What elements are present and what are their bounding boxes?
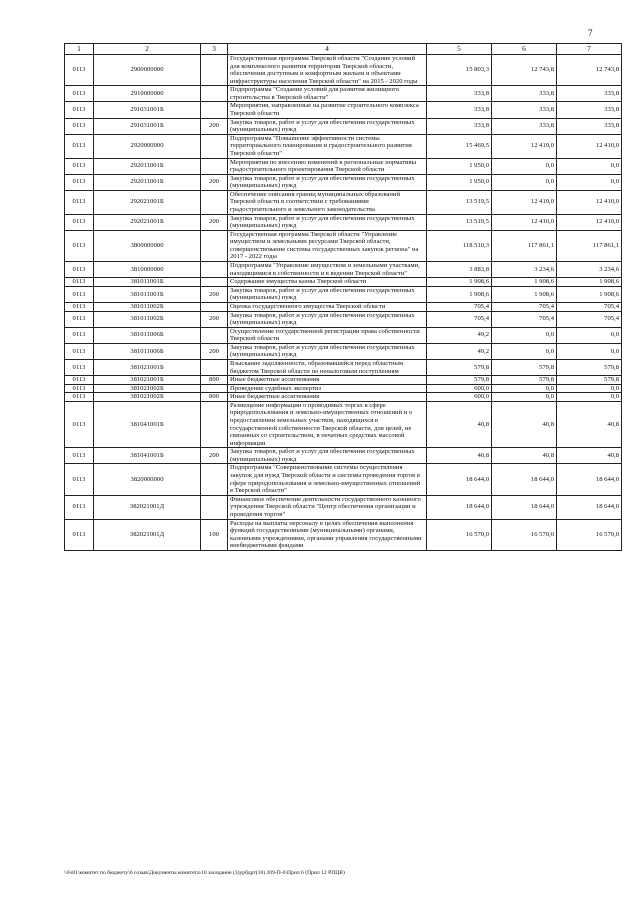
expense-type-cell: 100: [201, 519, 228, 550]
amount-year-1-cell: 1 908,6: [427, 278, 492, 287]
target-article-cell: 292021001Б: [94, 214, 201, 230]
amount-year-1-cell: 1 950,0: [427, 158, 492, 174]
amount-year-2-cell: 12 410,0: [492, 190, 557, 214]
amount-year-2-cell: 579,8: [492, 359, 557, 375]
expense-type-cell: [201, 359, 228, 375]
item-name-cell: Обеспечение описания границ муниципальных образований Тверской области в соответствии с требованиями градостроительного и земельного законодательства: [228, 190, 427, 214]
amount-year-3-cell: 0,0: [557, 174, 622, 190]
section-code-cell: 0113: [65, 519, 94, 550]
expense-type-cell: [201, 190, 228, 214]
table-row: [65, 311, 622, 327]
item-name-cell: Закупка товаров, работ и услуг для обеспечения государственных (муниципальных) нужд: [228, 174, 427, 190]
table-row: [65, 102, 622, 118]
item-name-cell: Закупка товаров, работ и услуг для обеспечения государственных (муниципальных) нужд: [228, 118, 427, 134]
section-code-cell: 0113: [65, 174, 94, 190]
expense-type-cell: 800: [201, 376, 228, 385]
item-name-cell: Размещение информации о проводимых торгах в сфере природопользования и земельно-имущественных отношений и о предоставлении земельных участков, находящихся в государственной собственности Тверской области, для целей, не связанных со строительством, в печатных средствах массовой информации: [228, 401, 427, 447]
item-name-cell: Закупка товаров, работ и услуг для обеспечения государственных (муниципальных) нужд: [228, 343, 427, 359]
table-row: [65, 190, 622, 214]
column-header-5: 5: [427, 44, 492, 55]
section-code-cell: 0113: [65, 448, 94, 464]
item-name-cell: Закупка товаров, работ и услуг для обеспечения государственных (муниципальных) нужд: [228, 286, 427, 302]
table-body: [65, 55, 622, 551]
expense-type-cell: 200: [201, 286, 228, 302]
section-code-cell: 0113: [65, 230, 94, 261]
target-article-cell: 292011001Б: [94, 174, 201, 190]
table-row: [65, 86, 622, 102]
target-article-cell: 381021001Б: [94, 359, 201, 375]
table-header-row: [65, 44, 622, 55]
item-name-cell: Закупка товаров, работ и услуг для обеспечения государственных (муниципальных) нужд: [228, 214, 427, 230]
target-article-cell: 381011006Б: [94, 327, 201, 343]
amount-year-2-cell: 0,0: [492, 393, 557, 402]
table-row: [65, 327, 622, 343]
target-article-cell: 381011001Б: [94, 286, 201, 302]
amount-year-1-cell: 579,8: [427, 359, 492, 375]
section-code-cell: 0113: [65, 278, 94, 287]
table-row: [65, 134, 622, 158]
expense-type-cell: [201, 134, 228, 158]
target-article-cell: 381011002Б: [94, 302, 201, 311]
column-header-4: 4: [228, 44, 427, 55]
expense-type-cell: 200: [201, 311, 228, 327]
amount-year-1-cell: 600,0: [427, 384, 492, 393]
section-code-cell: 0113: [65, 158, 94, 174]
section-code-cell: 0113: [65, 102, 94, 118]
amount-year-1-cell: 13 519,5: [427, 214, 492, 230]
expense-type-cell: [201, 384, 228, 393]
amount-year-1-cell: 40,8: [427, 448, 492, 464]
amount-year-2-cell: 12 410,0: [492, 214, 557, 230]
amount-year-2-cell: 0,0: [492, 158, 557, 174]
table-row: [65, 384, 622, 393]
budget-table: [64, 43, 622, 551]
expense-type-cell: [201, 158, 228, 174]
section-code-cell: 0113: [65, 376, 94, 385]
amount-year-2-cell: 705,4: [492, 311, 557, 327]
item-name-cell: Мероприятия, направленные на развитие строительного комплекса Тверской области: [228, 102, 427, 118]
target-article-cell: 292011001Б: [94, 158, 201, 174]
amount-year-3-cell: 0,0: [557, 343, 622, 359]
target-article-cell: 3800000000: [94, 230, 201, 261]
item-name-cell: Оценка государственного имущества Тверской области: [228, 302, 427, 311]
section-code-cell: 0113: [65, 262, 94, 278]
amount-year-2-cell: 0,0: [492, 327, 557, 343]
amount-year-1-cell: 333,8: [427, 118, 492, 134]
amount-year-2-cell: 0,0: [492, 343, 557, 359]
amount-year-2-cell: 333,8: [492, 102, 557, 118]
amount-year-2-cell: 333,8: [492, 86, 557, 102]
amount-year-1-cell: 18 644,0: [427, 464, 492, 495]
expense-type-cell: 200: [201, 118, 228, 134]
column-header-3: 3: [201, 44, 228, 55]
column-header-7: 7: [557, 44, 622, 55]
target-article-cell: 381011002Б: [94, 311, 201, 327]
amount-year-3-cell: 0,0: [557, 384, 622, 393]
amount-year-3-cell: 40,8: [557, 401, 622, 447]
section-code-cell: 0113: [65, 343, 94, 359]
amount-year-3-cell: 12 410,0: [557, 214, 622, 230]
section-code-cell: 0113: [65, 327, 94, 343]
amount-year-2-cell: 117 861,1: [492, 230, 557, 261]
page-number: 7: [588, 28, 593, 38]
item-name-cell: Государственная программа Тверской области "Создание условий для комплексного развития территории Тверской области, обеспечения доступным и комфортным жильем и объектами инфраструктуры населения Тверской области" на 2015 - 2020 годы: [228, 55, 427, 86]
item-name-cell: Мероприятия по внесению изменений в региональные нормативы градостроительного проектирования Тверской области: [228, 158, 427, 174]
table-row: [65, 158, 622, 174]
amount-year-2-cell: 40,8: [492, 401, 557, 447]
amount-year-2-cell: 1 908,6: [492, 286, 557, 302]
item-name-cell: Подпрограмма "Создание условий для развития жилищного строительства в Тверской области": [228, 86, 427, 102]
expense-type-cell: [201, 86, 228, 102]
target-article-cell: 2920000000: [94, 134, 201, 158]
expense-type-cell: [201, 102, 228, 118]
section-code-cell: 0113: [65, 393, 94, 402]
item-name-cell: Взыскание задолженности, образовавшейся перед областным бюджетом Тверской области по неналоговым поступлениям: [228, 359, 427, 375]
expense-type-cell: 200: [201, 448, 228, 464]
amount-year-2-cell: 333,8: [492, 118, 557, 134]
table-row: [65, 118, 622, 134]
amount-year-1-cell: 3 883,8: [427, 262, 492, 278]
amount-year-1-cell: 600,0: [427, 393, 492, 402]
column-header-6: 6: [492, 44, 557, 55]
amount-year-3-cell: 333,8: [557, 118, 622, 134]
amount-year-3-cell: 1 908,6: [557, 286, 622, 302]
target-article-cell: 381011006Б: [94, 343, 201, 359]
section-code-cell: 0113: [65, 302, 94, 311]
amount-year-3-cell: 0,0: [557, 327, 622, 343]
amount-year-1-cell: 333,8: [427, 86, 492, 102]
amount-year-1-cell: 118 510,3: [427, 230, 492, 261]
amount-year-1-cell: 40,8: [427, 401, 492, 447]
amount-year-3-cell: 333,8: [557, 102, 622, 118]
expense-type-cell: 200: [201, 214, 228, 230]
amount-year-1-cell: 333,8: [427, 102, 492, 118]
table-row: [65, 278, 622, 287]
section-code-cell: 0113: [65, 495, 94, 519]
target-article-cell: 292021001Б: [94, 190, 201, 214]
amount-year-3-cell: 18 644,0: [557, 464, 622, 495]
item-name-cell: Подпрограмма "Управление имуществом и земельными участками, находящимися в собственности и в ведении Тверской области": [228, 262, 427, 278]
target-article-cell: 382021001Д: [94, 519, 201, 550]
amount-year-1-cell: 18 644,0: [427, 495, 492, 519]
amount-year-3-cell: 705,4: [557, 302, 622, 311]
item-name-cell: Государственная программа Тверской области "Управление имуществом и земельными ресурсами Тверской области, совершенствование системы государственных закупок региона" на 2017 - 2022 годы: [228, 230, 427, 261]
item-name-cell: Иные бюджетные ассигнования: [228, 393, 427, 402]
table-row: [65, 359, 622, 375]
item-name-cell: Финансовое обеспечение деятельности государственного казенного учреждения Тверской области "Центр обеспечения организации и проведения торгов": [228, 495, 427, 519]
amount-year-1-cell: 16 570,0: [427, 519, 492, 550]
target-article-cell: 291031001Б: [94, 102, 201, 118]
amount-year-2-cell: 0,0: [492, 174, 557, 190]
item-name-cell: Закупка товаров, работ и услуг для обеспечения государственных (муниципальных) нужд: [228, 311, 427, 327]
amount-year-2-cell: 18 644,0: [492, 495, 557, 519]
table-row: [65, 495, 622, 519]
expense-type-cell: [201, 464, 228, 495]
amount-year-2-cell: 1 908,6: [492, 278, 557, 287]
expense-type-cell: [201, 302, 228, 311]
table-row: [65, 214, 622, 230]
expense-type-cell: [201, 495, 228, 519]
amount-year-2-cell: 18 644,0: [492, 464, 557, 495]
section-code-cell: 0113: [65, 190, 94, 214]
table-row: [65, 343, 622, 359]
section-code-cell: 0113: [65, 311, 94, 327]
amount-year-3-cell: 18 644,0: [557, 495, 622, 519]
amount-year-2-cell: 3 234,6: [492, 262, 557, 278]
amount-year-3-cell: 1 908,6: [557, 278, 622, 287]
table-row: [65, 302, 622, 311]
amount-year-2-cell: 579,8: [492, 376, 557, 385]
expense-type-cell: [201, 55, 228, 86]
expense-type-cell: [201, 278, 228, 287]
target-article-cell: 382021001Д: [94, 495, 201, 519]
expense-type-cell: 200: [201, 174, 228, 190]
expense-type-cell: [201, 327, 228, 343]
amount-year-1-cell: 1 908,6: [427, 286, 492, 302]
amount-year-3-cell: 705,4: [557, 311, 622, 327]
table-row: [65, 519, 622, 550]
table-row: [65, 286, 622, 302]
section-code-cell: 0113: [65, 286, 94, 302]
item-name-cell: Проведение судебных экспертиз: [228, 384, 427, 393]
item-name-cell: Осуществление государственной регистрации права собственности Тверской области: [228, 327, 427, 343]
section-code-cell: 0113: [65, 359, 94, 375]
amount-year-3-cell: 579,8: [557, 359, 622, 375]
section-code-cell: 0113: [65, 86, 94, 102]
table-row: [65, 262, 622, 278]
expense-type-cell: [201, 230, 228, 261]
column-header-2: 2: [94, 44, 201, 55]
item-name-cell: Расходы на выплаты персоналу в целях обеспечения выполнения функций государственными (муниципальными) органами, казенными учреждениями, органами управления государственными внебюджетными фондами: [228, 519, 427, 550]
section-code-cell: 0113: [65, 401, 94, 447]
amount-year-3-cell: 12 410,0: [557, 190, 622, 214]
amount-year-2-cell: 12 410,0: [492, 134, 557, 158]
amount-year-2-cell: 40,8: [492, 448, 557, 464]
item-name-cell: Закупка товаров, работ и услуг для обеспечения государственных (муниципальных) нужд: [228, 448, 427, 464]
amount-year-2-cell: 705,4: [492, 302, 557, 311]
expense-type-cell: [201, 401, 228, 447]
amount-year-2-cell: 16 570,0: [492, 519, 557, 550]
target-article-cell: 3810000000: [94, 262, 201, 278]
amount-year-2-cell: 12 743,8: [492, 55, 557, 86]
amount-year-3-cell: 0,0: [557, 158, 622, 174]
item-name-cell: Содержание имущества казны Тверской области: [228, 278, 427, 287]
amount-year-1-cell: 705,4: [427, 311, 492, 327]
section-code-cell: 0113: [65, 384, 94, 393]
amount-year-1-cell: 705,4: [427, 302, 492, 311]
section-code-cell: 0113: [65, 134, 94, 158]
amount-year-3-cell: 40,8: [557, 448, 622, 464]
table-row: [65, 401, 622, 447]
target-article-cell: 381021001Б: [94, 376, 201, 385]
expense-type-cell: 200: [201, 343, 228, 359]
target-article-cell: 2910000000: [94, 86, 201, 102]
amount-year-1-cell: 15 803,3: [427, 55, 492, 86]
amount-year-3-cell: 579,8: [557, 376, 622, 385]
table-row: [65, 55, 622, 86]
amount-year-3-cell: 12 743,8: [557, 55, 622, 86]
amount-year-1-cell: 579,8: [427, 376, 492, 385]
amount-year-1-cell: 1 950,0: [427, 174, 492, 190]
target-article-cell: 3820000000: [94, 464, 201, 495]
amount-year-3-cell: 0,0: [557, 393, 622, 402]
target-article-cell: 381021002Б: [94, 393, 201, 402]
section-code-cell: 0113: [65, 214, 94, 230]
section-code-cell: 0113: [65, 464, 94, 495]
amount-year-1-cell: 49,2: [427, 343, 492, 359]
amount-year-3-cell: 16 570,0: [557, 519, 622, 550]
table-row: [65, 174, 622, 190]
amount-year-2-cell: 0,0: [492, 384, 557, 393]
table-row: [65, 464, 622, 495]
table-row: [65, 376, 622, 385]
amount-year-3-cell: 333,8: [557, 86, 622, 102]
column-header-1: 1: [65, 44, 94, 55]
amount-year-1-cell: 13 519,5: [427, 190, 492, 214]
amount-year-1-cell: 49,2: [427, 327, 492, 343]
footer-file-path: \\Fs01\комитет по бюджету\6 созыв\Документы комитета\10 заседание (3)урбдрт(10) 209-П-6\Прил 6 (Прил 12 РПЦВ): [64, 870, 345, 876]
amount-year-3-cell: 3 234,6: [557, 262, 622, 278]
table-row: [65, 448, 622, 464]
item-name-cell: Иные бюджетные ассигнования: [228, 376, 427, 385]
amount-year-3-cell: 117 861,1: [557, 230, 622, 261]
expense-type-cell: 800: [201, 393, 228, 402]
target-article-cell: 381021002Б: [94, 384, 201, 393]
target-article-cell: 291031001Б: [94, 118, 201, 134]
target-article-cell: 381011001Б: [94, 278, 201, 287]
section-code-cell: 0113: [65, 55, 94, 86]
item-name-cell: Подпрограмма "Совершенствование системы осуществления закупок для нужд Тверской области и системы проведения торгов в сфере природопользования и земельно-имущественных отношений в Тверской области": [228, 464, 427, 495]
target-article-cell: 2900000000: [94, 55, 201, 86]
amount-year-1-cell: 15 469,5: [427, 134, 492, 158]
expense-type-cell: [201, 262, 228, 278]
target-article-cell: 381041001Б: [94, 448, 201, 464]
table-row: [65, 393, 622, 402]
target-article-cell: 381041001Б: [94, 401, 201, 447]
section-code-cell: 0113: [65, 118, 94, 134]
table-row: [65, 230, 622, 261]
item-name-cell: Подпрограмма "Повышение эффективности системы территориального планирования и градостроительного развития Тверской области": [228, 134, 427, 158]
amount-year-3-cell: 12 410,0: [557, 134, 622, 158]
